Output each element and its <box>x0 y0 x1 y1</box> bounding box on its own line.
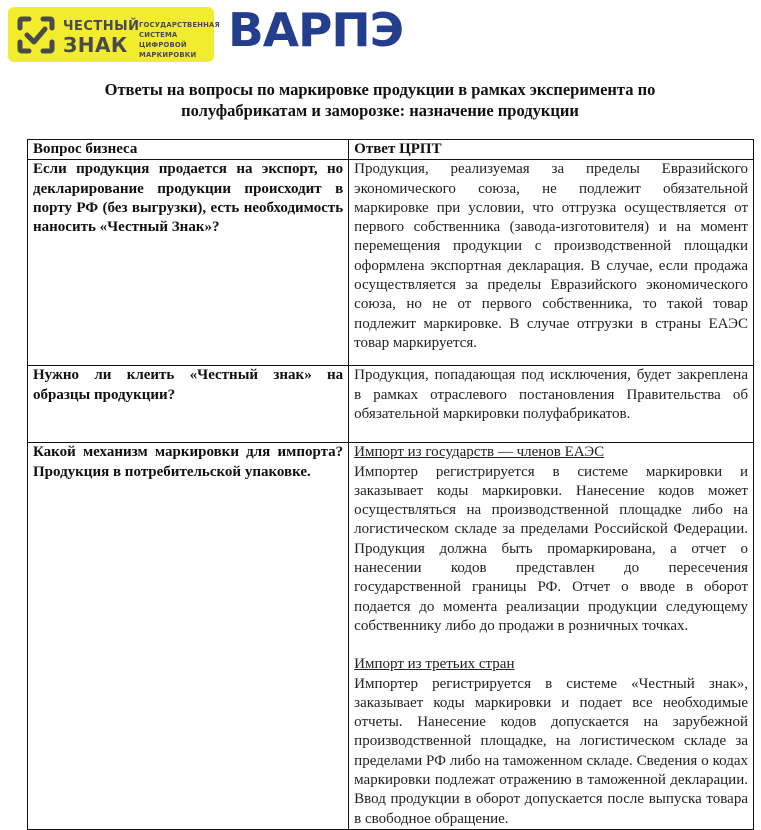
varpe-logo-text: ВАРПЭ <box>228 3 404 57</box>
qa-table <box>27 139 754 830</box>
title-line: Ответы на вопросы по маркировке продукции в рамках эксперимента по <box>104 80 656 99</box>
answer-cell: Продукция, реализуемая за пределы Евразийского экономического союза, не подлежит обязательной маркировке при условии, что отгрузка осуществляется от первого собственника (завода-изготовителя) и на момент перемещения продукции с производственной площадки оформлена экспортная декларация. В случае, если продажа осуществляется за пределы Евразийского экономического союза, но не от первого собственника, то такой товар подлежит маркировке. В случае отгрузки в страны ЕАЭС товар маркируется. <box>349 160 754 366</box>
title-line: полуфабрикатам и заморозке: назначение продукции <box>181 101 579 120</box>
header-answer: Ответ ЦРПТ <box>349 140 754 160</box>
answer-paragraph: Импортер регистрируется в системе маркировки и заказывает коды маркировки. Нанесение кодов может осуществляться на производственной площадке либо на логистическом складе за пределами Российской Федерации. Продукция должна быть промаркирована, а отчет о нанесении кодов представлен до пересечения государственной границы РФ. Отчет о вводе в оборот подается до момента реализации продукции следующему собственнику либо до продажи в розничных точках. <box>354 463 748 634</box>
question-cell: Какой механизм маркировки для импорта? Продукция в потребительской упаковке. <box>28 443 349 830</box>
chestny-znak-logo <box>8 7 220 62</box>
answer-paragraph: Импортер регистрируется в системе «Честный знак», заказывает коды маркировки и подает все необходимые отчеты. Нанесение кодов допускается на зарубежной производственной площадке, на логистическом складе за пределами РФ либо на таможенном складе. Сведения о кодах маркировки подлежат отражению в таможенной декларации. Ввод продукции в оборот допускается после выпуска товара в свободное обращение. <box>354 675 748 827</box>
varpe-logo <box>228 3 404 61</box>
logo-name-line1: ЧЕСТНЫЙ <box>63 19 140 34</box>
table-row <box>28 366 754 443</box>
table-row <box>28 160 754 366</box>
paragraph-gap <box>354 636 748 655</box>
logo-subtitle-line: ГОСУДАРСТВЕННАЯ <box>139 21 220 29</box>
logo-subtitle <box>139 20 220 60</box>
table-row <box>28 443 754 830</box>
answer-subheading: Импорт из государств — членов ЕАЭС <box>354 444 605 461</box>
answer-cell: Продукция, попадающая под исключения, будет закреплена в рамках отраслевого постановления Правительства об обязательной маркировки полуфабрикатов. <box>349 366 754 443</box>
logo-subtitle-line: МАРКИРОВКИ <box>139 51 197 59</box>
question-cell: Если продукция продается на экспорт, но декларирование продукции происходит в порту РФ (без выгрузки), есть необходимость наносить «Честный Знак»? <box>28 160 349 366</box>
answer-subheading: Импорт из третьих стран <box>354 656 515 673</box>
check-in-frame-icon <box>16 15 56 55</box>
question-cell: Нужно ли клеить «Честный знак» на образцы продукции? <box>28 366 349 443</box>
answer-cell <box>349 443 754 830</box>
table-header-row <box>28 140 754 160</box>
logo-subtitle-line: СИСТЕМА ЦИФРОВОЙ <box>139 31 187 49</box>
document-title <box>60 79 700 121</box>
wave-icon <box>228 45 308 59</box>
header-question: Вопрос бизнеса <box>28 140 349 160</box>
logo-name-line2: ЗНАК <box>63 33 128 57</box>
